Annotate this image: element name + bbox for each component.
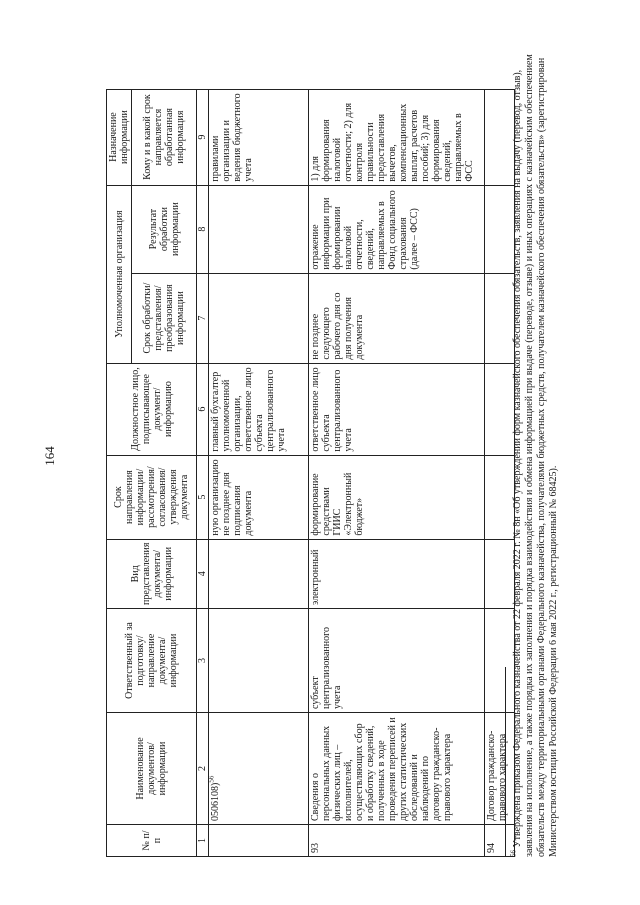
column-number: 4: [197, 539, 209, 608]
processing-term: не позднее следующего рабочего дня со дня получения документа: [309, 273, 485, 363]
header-name: Наименование документов/ информации: [107, 713, 197, 825]
row-number: 94: [485, 825, 515, 857]
page-number: 164: [41, 446, 57, 466]
document-name-text: 0506108): [210, 782, 221, 821]
header-purpose-title: Назначение информации: [107, 89, 132, 185]
responsible-party: субъект централизованного учета: [309, 609, 485, 713]
header-row-1: [107, 89, 132, 856]
column-number: 6: [197, 363, 209, 455]
document-name: [209, 713, 309, 825]
footnote: [505, 27, 560, 857]
header-recipient: Кому и в какой срок направляется обработанная информация: [132, 89, 197, 185]
processing-term: [209, 273, 309, 363]
signing-official: ответственное лицо субъекта централизованного учета: [309, 363, 485, 455]
header-responsible: Ответственный за подготовку/ направление документа/ информации: [107, 609, 197, 713]
document-name: Сведения о персональных данных физических лиц – исполнителей, осуществляющих сбор и обработку сведений, полученных в ходе проведения переписей и других статистических обследований и наблюдений по договору гражданско-правового характера: [309, 713, 485, 825]
presentation-form: [209, 539, 309, 608]
column-number: 8: [197, 185, 209, 273]
responsible-party: [209, 609, 309, 713]
header-form: Вид представления документа/ информации: [107, 539, 197, 608]
header-num: № п/п: [107, 825, 197, 857]
table-row: [209, 89, 309, 856]
submission-term: формирование средствами ГИИС «Электронный бюджет»: [309, 455, 485, 539]
header-processing-term: Срок обработки/ представления/ преобразования информации: [132, 273, 197, 363]
processing-result: [209, 185, 309, 273]
column-number: 9: [197, 89, 209, 185]
footnote-reference: 56: [207, 775, 216, 783]
signing-official: главный бухгалтер уполномоченной организации, ответственное лицо субъекта централизованного учета: [209, 363, 309, 455]
submission-term: ную организацию не позднее дня подписания документа: [209, 455, 309, 539]
table-row: [309, 89, 485, 856]
column-number: 5: [197, 455, 209, 539]
footnote-text: Утверждена приказом Федерального казначейства от 22 февраля 2022 г. № 8н «Об утверждении форм казначейского обеспечения обязательств, заявления на выдачу (перевод, отзыв), заявления на исполнение, а также порядка их заполнения и порядка взаимодействия и обмена информацией при выдаче (переводе, отзыве) и иных операциях с казначейским обеспечением обязательств между территориальными органами Федерального казначейства, получателями бюджетных средств, получателем казначейского обеспечения обязательств» (зарегистрирован Министерством юстиции Российской Федерации 6 мая 2022 г., регистрационный № 68425).: [512, 54, 559, 857]
presentation-form: электронный: [309, 539, 485, 608]
header-group-organization: Уполномоченная организация: [107, 185, 132, 363]
document-name: Договор гражданско-правового характера: [485, 713, 515, 825]
document-table: [106, 89, 515, 857]
recipient: правилами организации и ведения бюджетного учета: [209, 89, 309, 185]
header-official: Должностное лицо, подписывающее документ/ информацию: [107, 363, 197, 455]
row-number: 93: [309, 825, 485, 857]
column-number: 2: [197, 713, 209, 825]
row-number: [209, 825, 309, 857]
recipient: 1) для формирования налоговой отчетности; 2) для контроля правильности предоставления вычетов, компенсационных выплат, расчетов пособий; 3) для формирования сведений, направляемых в ФСС: [309, 89, 485, 185]
header-term: Срок направления информации/ рассмотрения/ согласования/ утверждения документа: [107, 455, 197, 539]
column-number: 1: [197, 825, 209, 857]
processing-result: отражение информации при формировании налоговой отчетности, сведений, направляемых в Фонд социального страхования (далее – ФСС): [309, 185, 485, 273]
column-number: 3: [197, 609, 209, 713]
column-number: 7: [197, 273, 209, 363]
header-result: Результат обработки информации: [132, 185, 197, 273]
column-numbers-row: [197, 89, 209, 856]
footnote-marker: 56: [509, 850, 518, 857]
footnote-divider: [505, 667, 506, 857]
